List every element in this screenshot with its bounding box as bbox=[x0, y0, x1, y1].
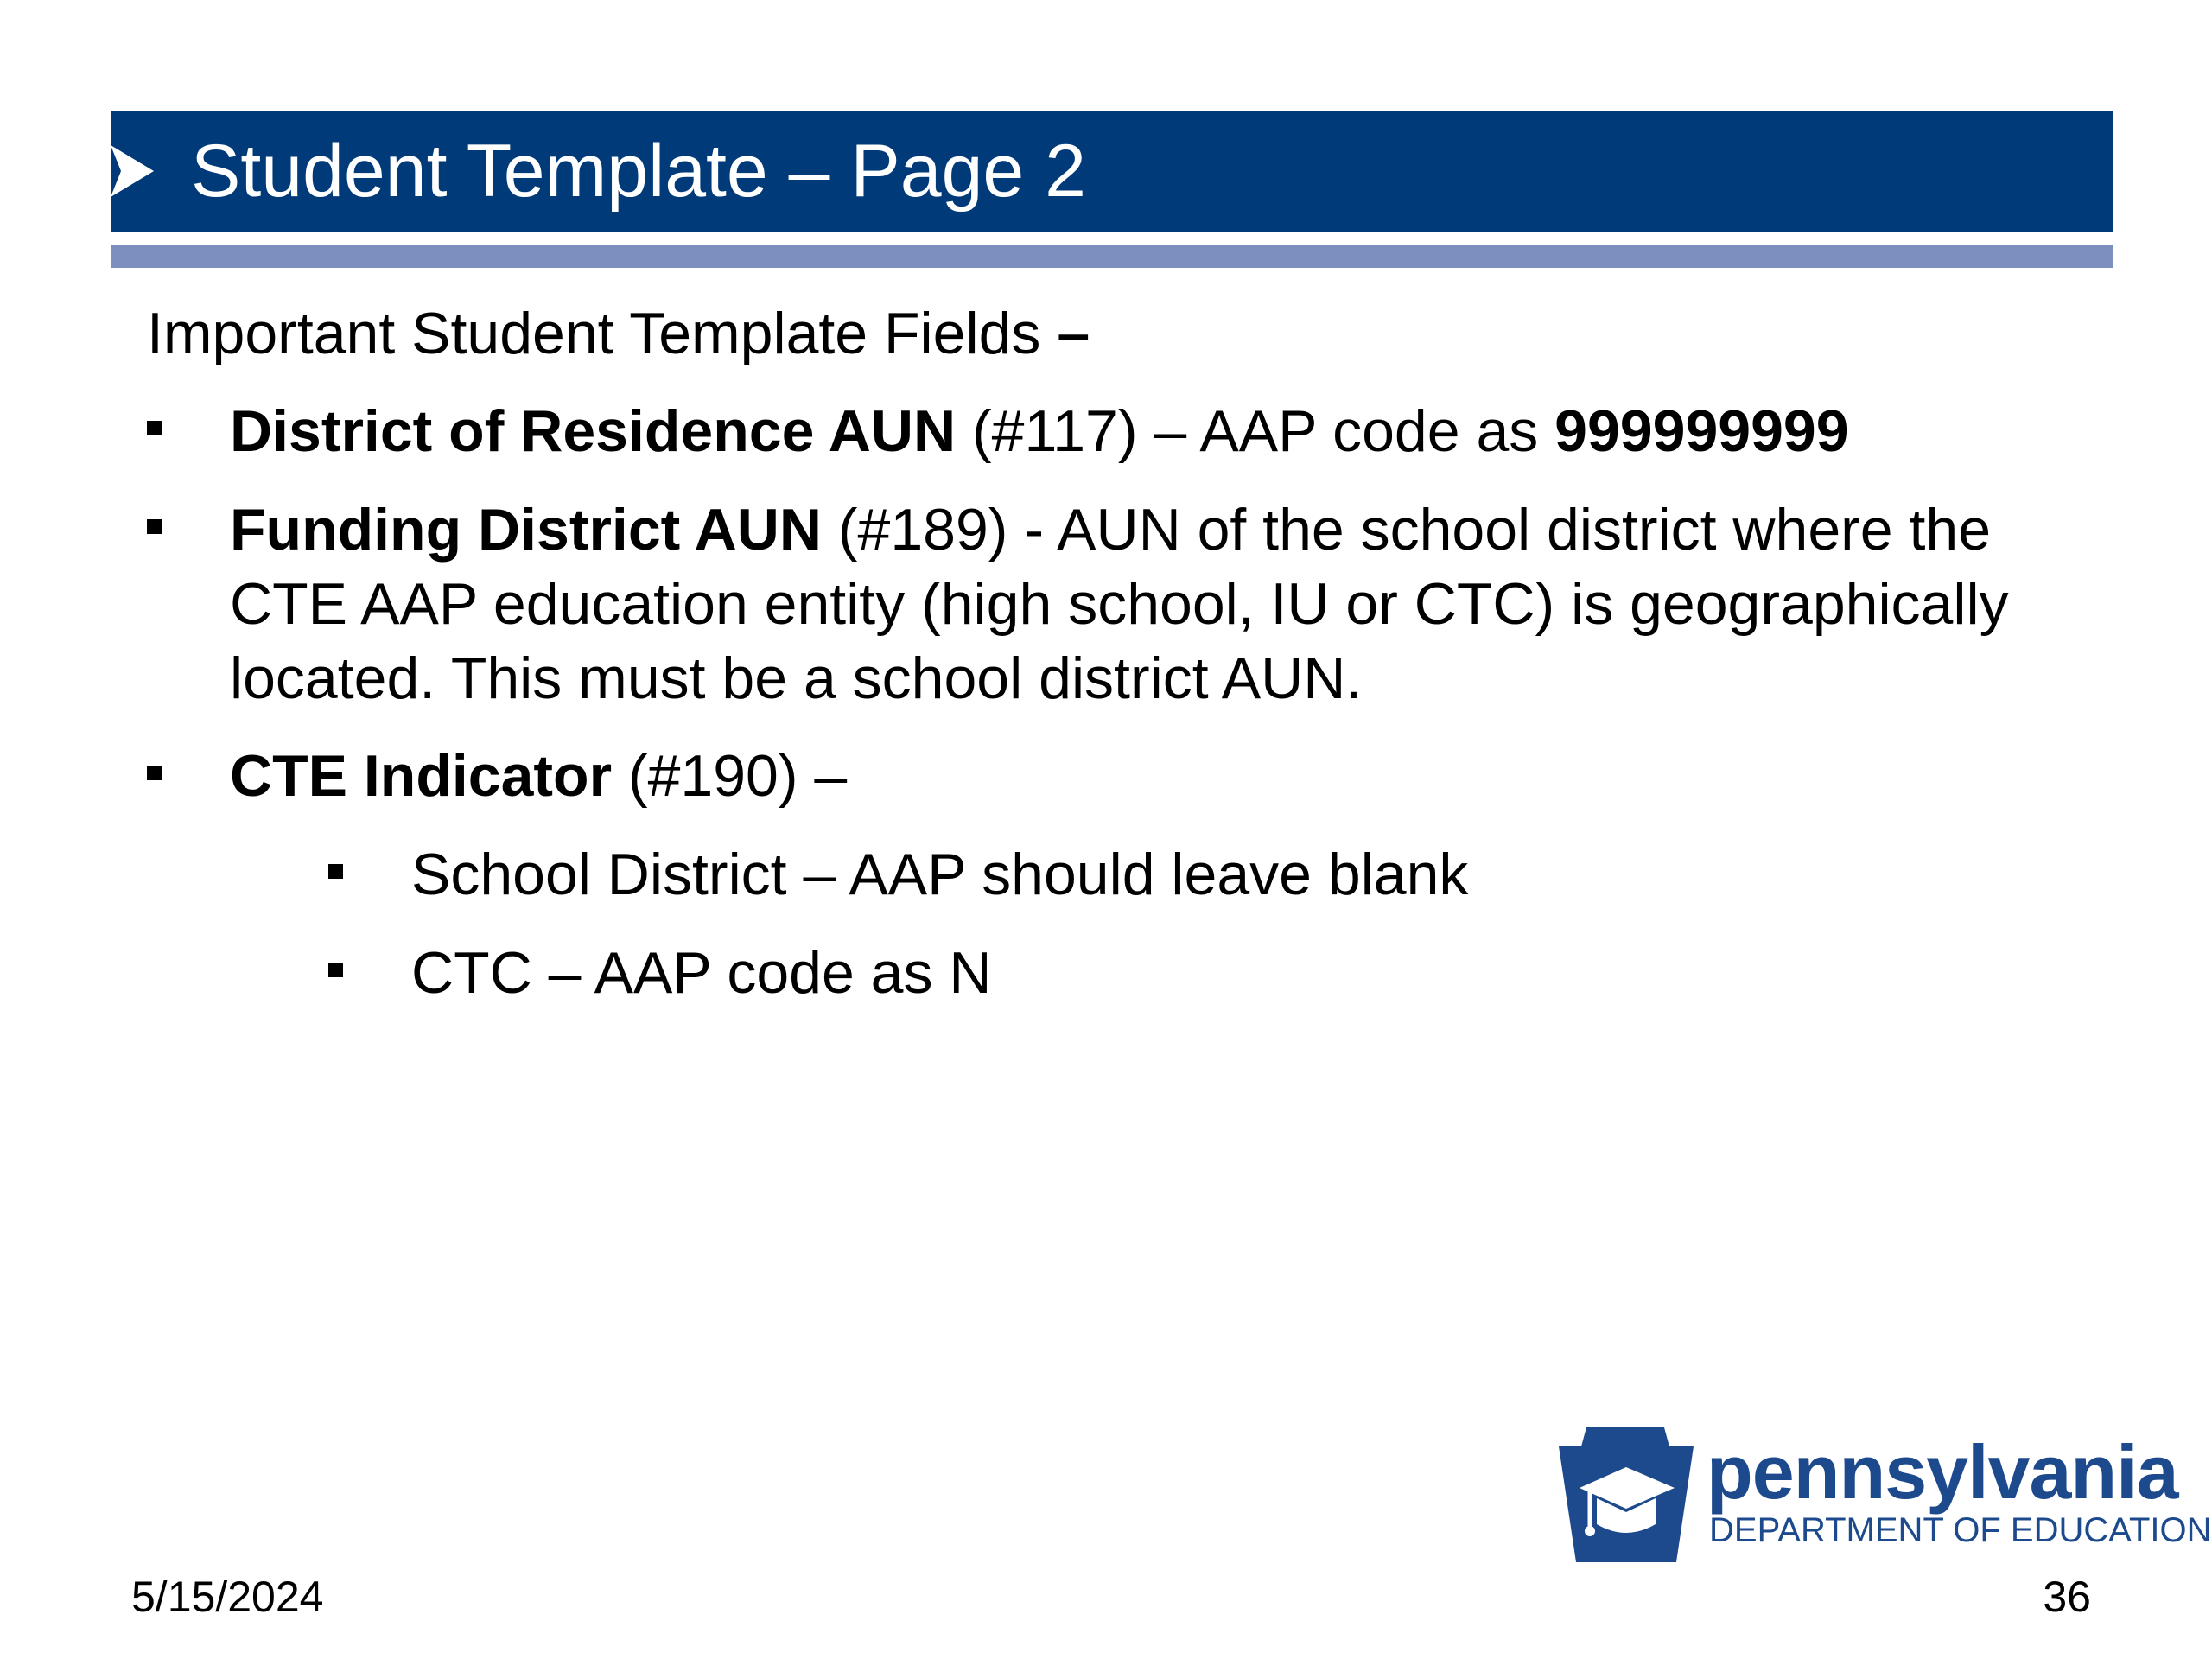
bullet-code-value: 999999999 bbox=[1554, 398, 1849, 464]
bullet-square-icon bbox=[147, 519, 162, 534]
bullet-bold-label: District of Residence AUN bbox=[230, 398, 957, 464]
bullet-bold-label: CTE Indicator bbox=[230, 743, 613, 809]
bullet-body: (#190) – bbox=[612, 743, 848, 809]
pa-department-of-education-logo bbox=[1555, 1424, 2212, 1562]
intro-dash: – bbox=[1057, 301, 1090, 366]
bullet-body: (#189) - AUN of the school district where the CTE AAP education entity (high school, IU or CTC) is geographically located. This must be a school district AUN. bbox=[230, 497, 2009, 711]
logo-department: DEPARTMENT OF EDUCATION bbox=[1709, 1511, 2212, 1549]
sub-bullet-text: School District – AAP should leave blank bbox=[411, 842, 1469, 907]
footer-page-number: 36 bbox=[2043, 1573, 2091, 1621]
bullet-bold-label: Funding District AUN bbox=[230, 497, 822, 563]
intro-heading bbox=[147, 299, 1090, 368]
logo-wordmark: pennsylvania bbox=[1707, 1429, 2178, 1515]
title-arrow-icon bbox=[111, 145, 154, 197]
intro-text: Important Student Template Fields bbox=[147, 301, 1058, 366]
bullet-square-icon bbox=[328, 864, 343, 879]
accent-stripe bbox=[111, 245, 2113, 268]
bullet-square-icon bbox=[147, 421, 162, 435]
title-bar bbox=[111, 111, 2113, 232]
bullet-body: (#117) – AAP code as bbox=[956, 398, 1555, 464]
bullet-square-icon bbox=[328, 963, 343, 977]
slide-title: Student Template – Page 2 bbox=[191, 130, 1086, 213]
sub-bullet-text: CTC – AAP code as N bbox=[411, 940, 992, 1006]
footer-date: 5/15/2024 bbox=[131, 1573, 324, 1621]
bullet-square-icon bbox=[147, 766, 162, 780]
keystone-graduation-cap-icon bbox=[1555, 1424, 1698, 1562]
